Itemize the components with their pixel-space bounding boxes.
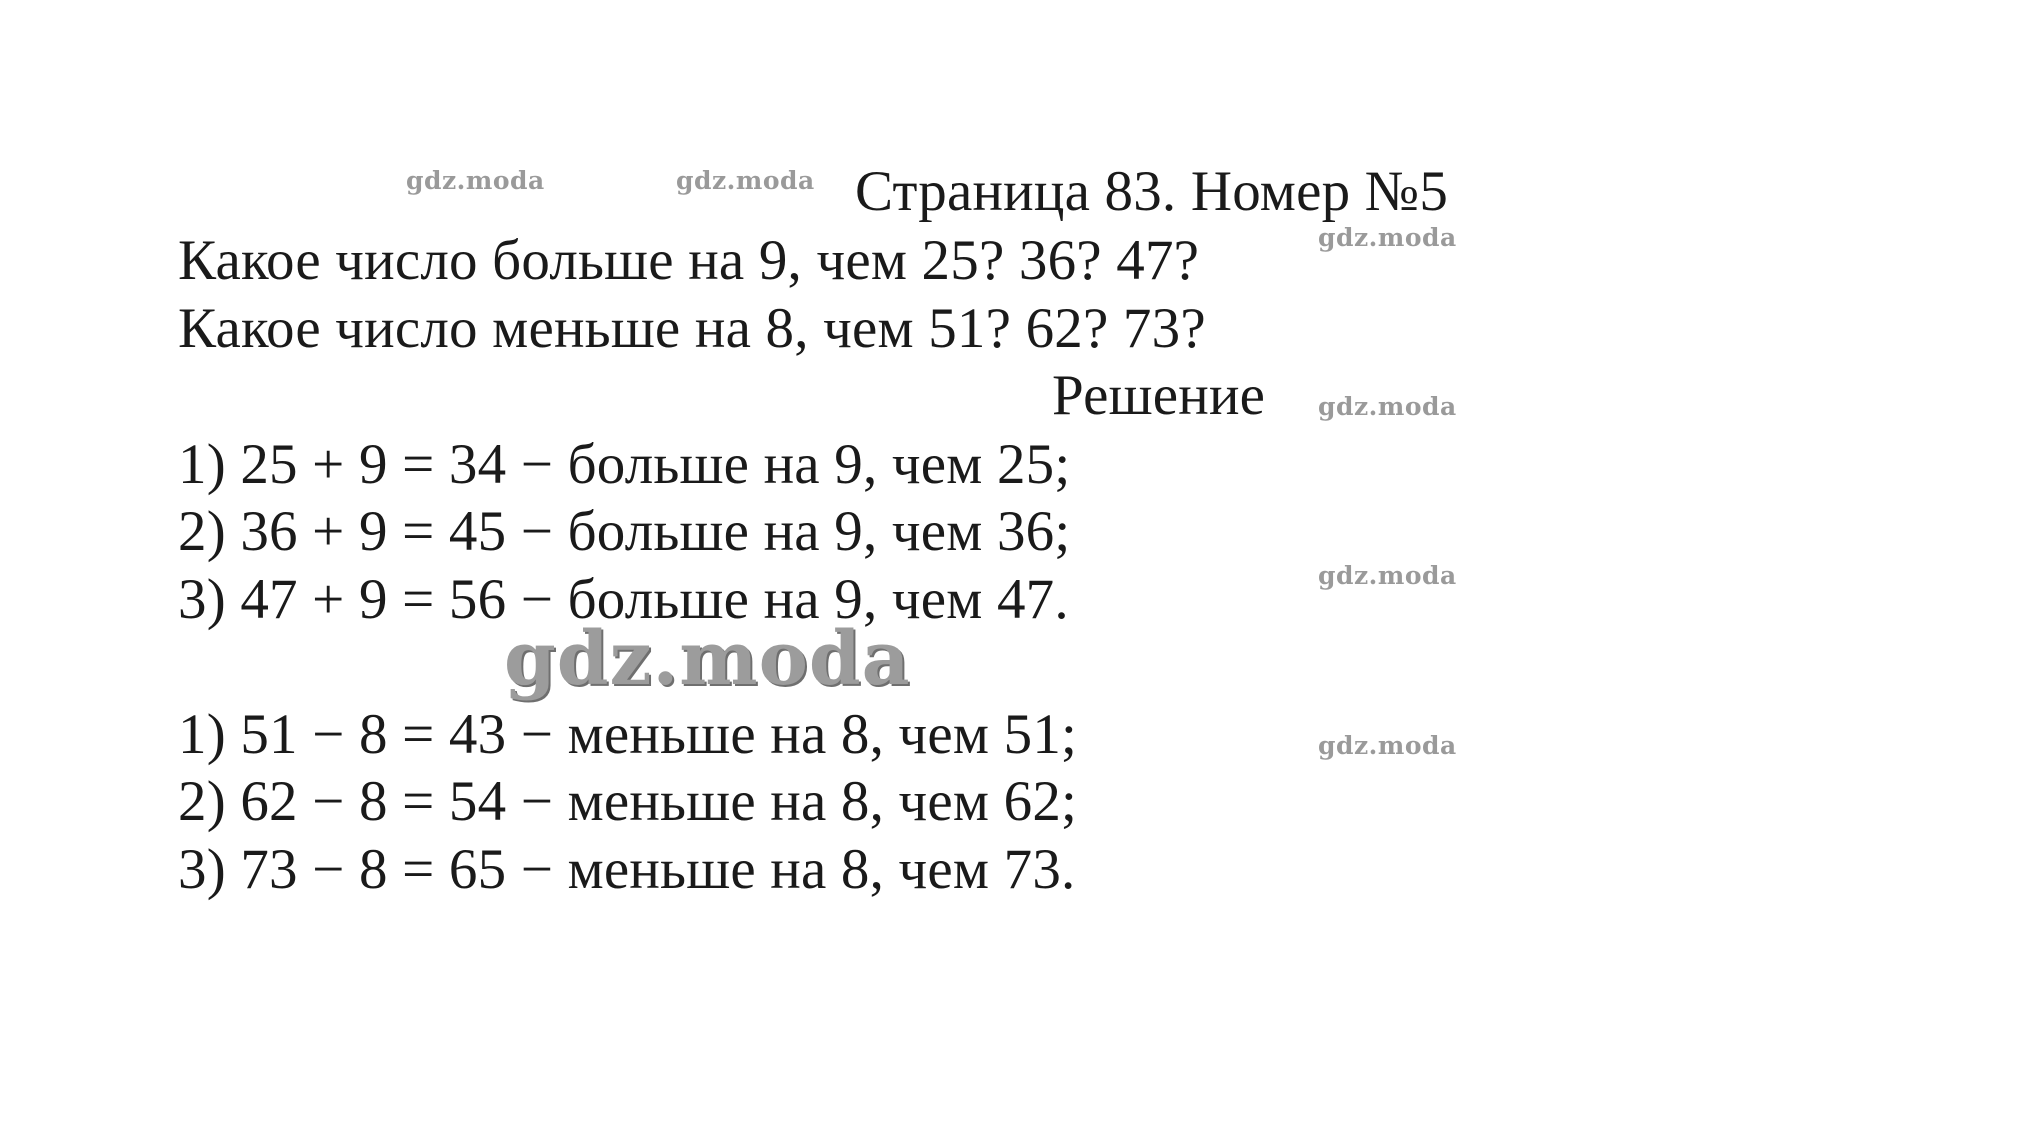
page-title: Страница 83. Номер №5 [855,160,1449,223]
task-question-2: Какое число меньше на 8, чем 51? 62? 73? [178,297,1206,360]
watermark-right-1: gdz.moda [1318,223,1457,252]
watermark-top-left: gdz.moda [406,166,545,195]
solution-line: 3) 73 − 8 = 65 − меньше на 8, чем 73. [178,838,1076,901]
solution-line: 1) 25 + 9 = 34 − больше на 9, чем 25; [178,433,1071,496]
task-question-1: Какое число больше на 9, чем 25? 36? 47? [178,229,1200,292]
watermark-right-3: gdz.moda [1318,561,1457,590]
watermark-large-center: gdz.moda [504,616,911,702]
solution-line: 1) 51 − 8 = 43 − меньше на 8, чем 51; [178,703,1078,766]
solution-line: 2) 62 − 8 = 54 − меньше на 8, чем 62; [178,770,1078,833]
watermark-right-4: gdz.moda [1318,731,1457,760]
watermark-top-middle: gdz.moda [676,166,815,195]
watermark-right-2: gdz.moda [1318,392,1457,421]
solution-line: 2) 36 + 9 = 45 − больше на 9, чем 36; [178,500,1071,563]
solution-heading: Решение [1052,364,1266,427]
solution-line: 3) 47 + 9 = 56 − больше на 9, чем 47. [178,568,1069,631]
